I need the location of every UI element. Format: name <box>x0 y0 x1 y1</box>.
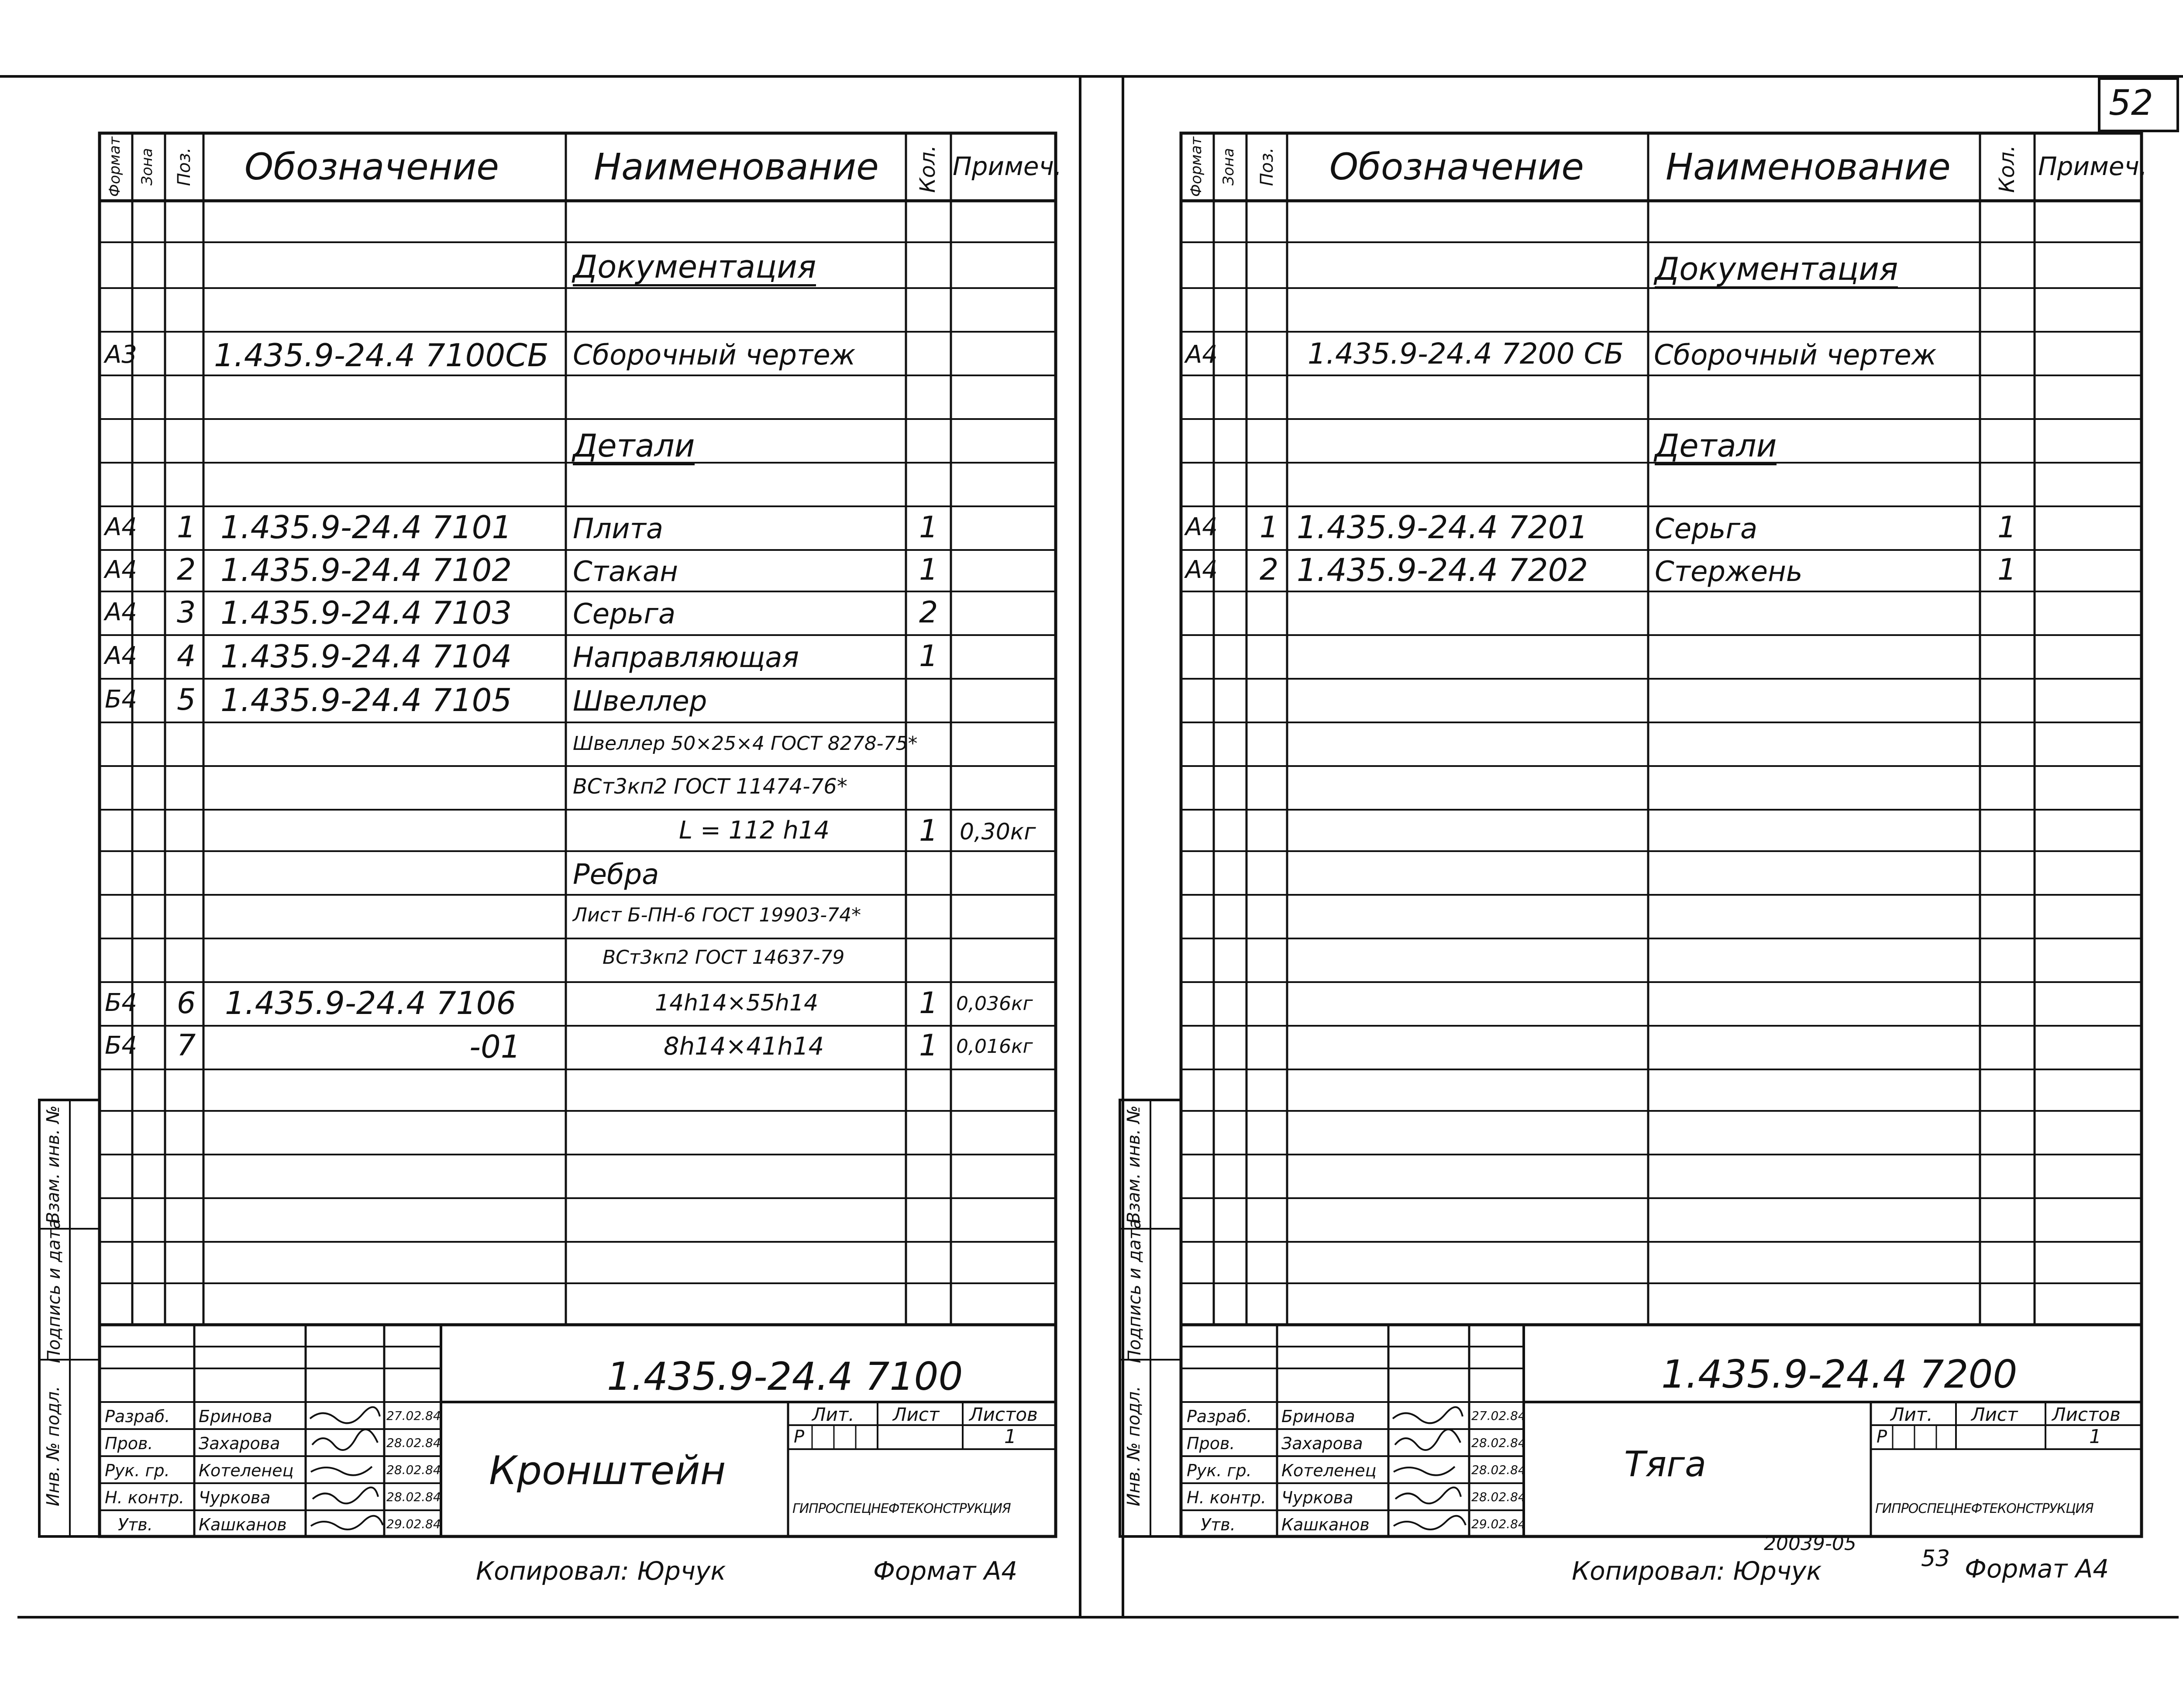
sign-date: 28.02.84 <box>1471 1490 1526 1504</box>
title-item-name: Кронштейн <box>489 1448 726 1494</box>
lit-label: Лит. <box>812 1404 854 1425</box>
copied-by: Копировал: Юрчук <box>1572 1556 1822 1586</box>
row-name: Направляющая <box>573 642 799 674</box>
section-details: Детали <box>573 430 695 465</box>
row-pos: 2 <box>177 553 196 587</box>
row-qty: 1 <box>1997 553 2017 587</box>
header-note: Примеч. <box>2038 151 2148 181</box>
person-name: Чуркова <box>199 1488 271 1507</box>
role-label: Утв. <box>1201 1515 1236 1534</box>
copied-by: Копировал: Юрчук <box>476 1556 726 1586</box>
sheet-format: Формат А4 <box>1965 1554 2109 1584</box>
row-format: А4 <box>105 556 137 584</box>
lit-label: Лит. <box>1890 1404 1933 1425</box>
role-label: Утв. <box>118 1515 153 1534</box>
sheet-label: Лист <box>1971 1404 2018 1425</box>
row-format: А4 <box>1185 556 1218 584</box>
header-format: Формат <box>106 137 124 197</box>
row-qty: 1 <box>919 553 938 587</box>
sheets-label: Листов <box>2052 1404 2121 1425</box>
header-designation: Обозначение <box>244 145 499 188</box>
row-pos: 6 <box>177 986 196 1021</box>
row-designation: 1.435.9-24.4 7201 <box>1297 509 1588 546</box>
row-name: Стакан <box>573 556 678 588</box>
person-name: Кашканов <box>1281 1515 1370 1534</box>
section-documentation: Документация <box>1655 253 1898 289</box>
section-details: Детали <box>1655 430 1777 465</box>
sheets-value: 1 <box>2089 1426 2101 1448</box>
row-designation: 1.435.9-24.4 7100СБ <box>214 337 549 374</box>
row-qty: 1 <box>919 986 938 1021</box>
header-format: Формат <box>1188 137 1205 197</box>
sign-date: 28.02.84 <box>1471 1463 1526 1477</box>
header-zone: Зона <box>1220 148 1237 186</box>
sheet-label: Лист <box>893 1404 940 1425</box>
row-name: Сборочный чертеж <box>573 339 856 371</box>
row-note: 0,036кг <box>956 993 1033 1015</box>
row-qty: 1 <box>919 510 938 545</box>
sign-date: 28.02.84 <box>1471 1436 1526 1450</box>
sheets-value: 1 <box>1004 1426 1016 1448</box>
row-format: А4 <box>1185 513 1218 541</box>
lit-value: Р <box>1877 1427 1887 1447</box>
sign-date: 28.02.84 <box>386 1436 441 1450</box>
row-designation: 1.435.9-24.4 7106 <box>225 985 516 1021</box>
row-name: Швеллер 50×25×4 ГОСТ 8278-75* <box>573 732 918 755</box>
role-label: Рук. гр. <box>1187 1461 1252 1480</box>
row-pos: 5 <box>177 683 196 717</box>
row-pos: 4 <box>177 639 196 674</box>
row-format: А4 <box>105 642 137 670</box>
order-number: 20039-05 <box>1764 1533 1856 1555</box>
header-pos: Поз. <box>1257 147 1277 186</box>
row-format: А4 <box>1185 340 1218 369</box>
side-label-replace: Взам. инв. № <box>43 1105 63 1224</box>
sign-date: 28.02.84 <box>386 1490 441 1504</box>
person-name: Бринова <box>1281 1407 1355 1426</box>
row-qty: 1 <box>919 1028 938 1063</box>
row-name: ВСт3кп2 ГОСТ 11474-76* <box>573 774 847 799</box>
row-designation: 1.435.9-24.4 7103 <box>220 595 512 631</box>
organization: ГИПРОСПЕЦНЕФТЕКОНСТРУКЦИЯ <box>792 1501 1011 1516</box>
title-item-name: Тяга <box>1624 1444 1707 1485</box>
sheet-format: Формат А4 <box>873 1556 1018 1586</box>
sign-date: 28.02.84 <box>386 1463 441 1477</box>
side-label-signature: Подпись и дата <box>44 1218 64 1363</box>
row-designation: 1.435.9-24.4 7101 <box>220 509 512 546</box>
row-format: Б4 <box>105 685 138 714</box>
row-designation: -01 <box>469 1028 521 1065</box>
title-code: 1.435.9-24.4 7100 <box>607 1354 963 1399</box>
row-format: А4 <box>105 598 137 626</box>
header-name: Наименование <box>1666 145 1951 188</box>
section-documentation: Документация <box>573 251 816 286</box>
row-qty: 1 <box>919 639 938 674</box>
row-note: 0,016кг <box>956 1035 1033 1058</box>
header-designation: Обозначение <box>1329 145 1584 188</box>
header-qty: Кол. <box>916 145 940 193</box>
page-number: 52 <box>2109 82 2153 123</box>
role-label: Пров. <box>1187 1434 1235 1453</box>
row-format: Б4 <box>105 1031 138 1060</box>
title-code: 1.435.9-24.4 7200 <box>1661 1352 2018 1397</box>
row-name: Стержень <box>1655 556 1803 588</box>
row-qty: 1 <box>1997 510 2017 545</box>
row-designation: 1.435.9-24.4 7200 СБ <box>1308 337 1624 371</box>
sign-date: 27.02.84 <box>386 1409 441 1423</box>
row-pos: 1 <box>1260 510 1279 545</box>
row-name: Серьга <box>1655 513 1758 545</box>
lit-value: Р <box>794 1427 805 1447</box>
side-label-signature: Подпись и дата <box>1125 1218 1145 1363</box>
person-name: Захарова <box>199 1434 280 1453</box>
sign-date: 29.02.84 <box>1471 1517 1526 1531</box>
header-zone: Зона <box>138 148 156 186</box>
header-qty: Кол. <box>1995 145 2019 193</box>
row-name: ВСт3кп2 ГОСТ 14637-79 <box>603 946 845 969</box>
row-designation: 1.435.9-24.4 7105 <box>220 682 512 718</box>
row-name: Швеллер <box>573 685 707 718</box>
row-format: А4 <box>105 513 137 541</box>
organization: ГИПРОСПЕЦНЕФТЕКОНСТРУКЦИЯ <box>1875 1501 2093 1516</box>
side-label-replace: Взам. инв. № <box>1124 1105 1144 1224</box>
sign-date: 29.02.84 <box>386 1517 441 1531</box>
row-pos: 7 <box>177 1028 196 1063</box>
row-note: 0,30кг <box>960 819 1036 845</box>
row-name: 14h14×55h14 <box>655 990 819 1016</box>
row-pos: 1 <box>177 510 196 545</box>
person-name: Чуркова <box>1281 1488 1353 1507</box>
role-label: Пров. <box>105 1434 153 1453</box>
row-designation: 1.435.9-24.4 7202 <box>1297 552 1588 588</box>
person-name: Кашканов <box>199 1515 287 1534</box>
row-name: 8h14×41h14 <box>664 1032 824 1061</box>
role-label: Н. контр. <box>1187 1488 1267 1507</box>
side-label-inv: Инв. № подл. <box>1124 1386 1144 1506</box>
row-qty: 2 <box>919 595 938 630</box>
row-name: Лист Б-ПН-6 ГОСТ 19903-74* <box>573 904 861 926</box>
side-label-inv: Инв. № подл. <box>43 1386 63 1506</box>
row-pos: 3 <box>177 595 196 630</box>
sheets-label: Листов <box>969 1404 1038 1425</box>
row-qty: 1 <box>919 814 938 848</box>
row-name: L = 112 h14 <box>679 816 830 845</box>
person-name: Котеленец <box>199 1461 294 1480</box>
sign-date: 27.02.84 <box>1471 1409 1526 1423</box>
page-ref: 53 <box>1921 1546 1950 1572</box>
row-format: Б4 <box>105 989 138 1017</box>
header-pos: Поз. <box>174 147 194 186</box>
header-note: Примеч. <box>953 151 1062 181</box>
person-name: Захарова <box>1281 1434 1363 1453</box>
person-name: Котеленец <box>1281 1461 1377 1480</box>
row-name: Ребра <box>573 859 659 891</box>
row-name: Сборочный чертеж <box>1654 339 1937 371</box>
row-name: Серьга <box>573 598 676 630</box>
role-label: Н. контр. <box>105 1488 185 1507</box>
person-name: Бринова <box>199 1407 272 1426</box>
row-designation: 1.435.9-24.4 7102 <box>220 552 512 588</box>
header-name: Наименование <box>594 145 879 188</box>
role-label: Разраб. <box>105 1407 170 1426</box>
row-format: А3 <box>105 340 137 369</box>
row-designation: 1.435.9-24.4 7104 <box>220 638 512 675</box>
row-pos: 2 <box>1260 553 1279 587</box>
role-label: Разраб. <box>1187 1407 1252 1426</box>
row-name: Плита <box>573 513 664 545</box>
role-label: Рук. гр. <box>105 1461 170 1480</box>
